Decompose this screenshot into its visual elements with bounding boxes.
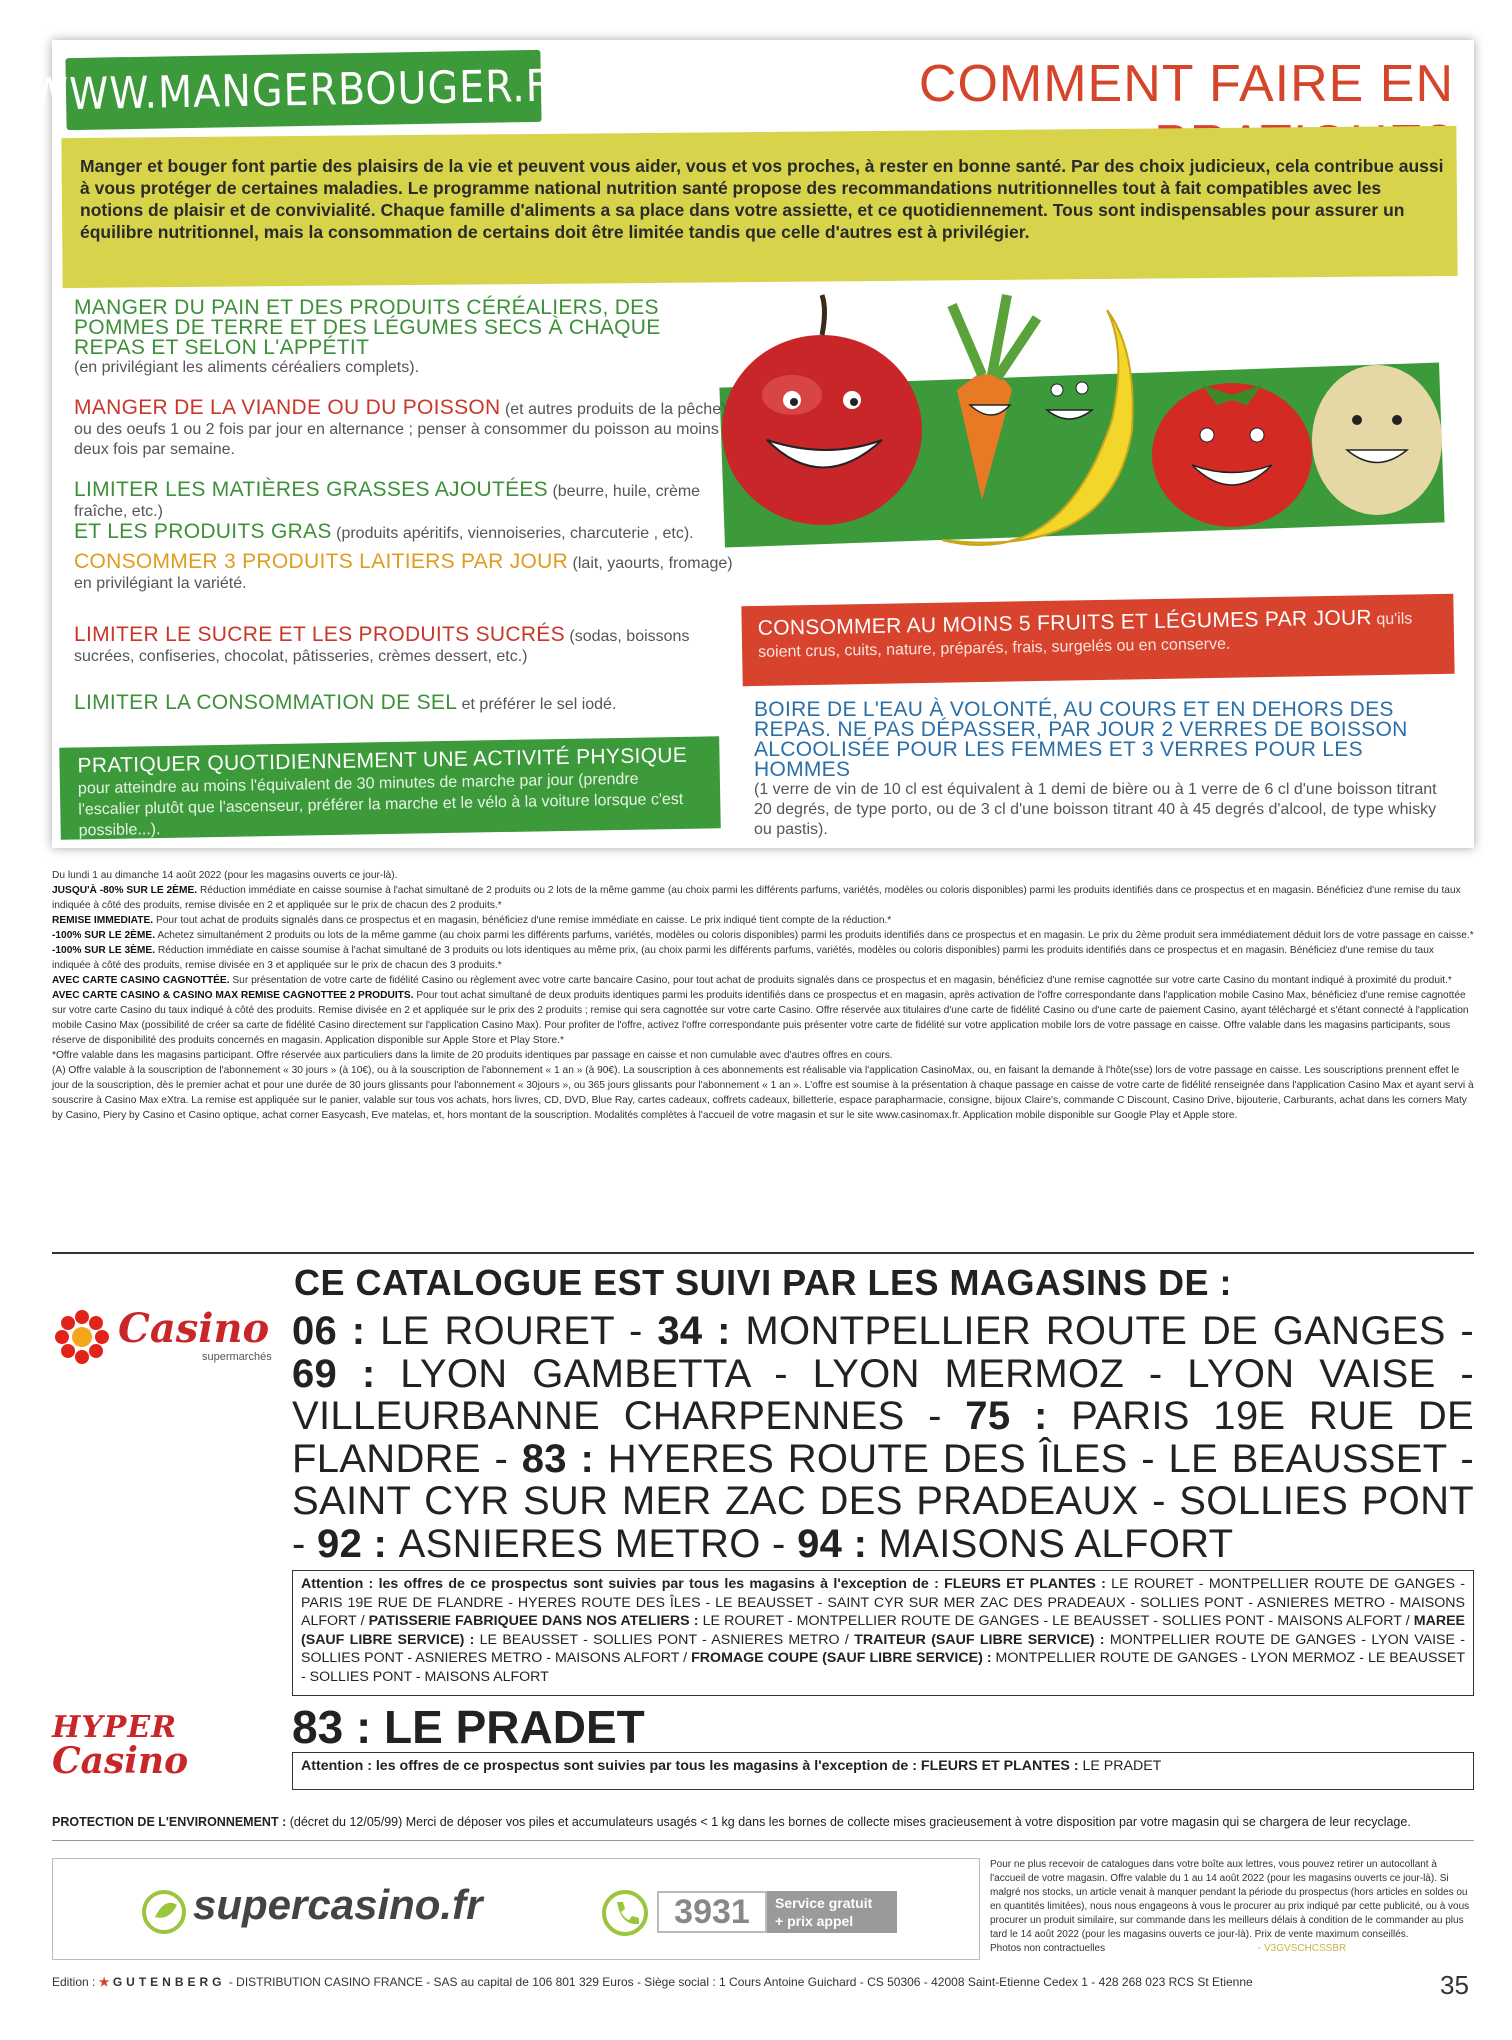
stores-title: CE CATALOGUE EST SUIVI PAR LES MAGASINS DE : bbox=[293, 1262, 1233, 1303]
divider bbox=[52, 1252, 1474, 1254]
tip-meat-fish bbox=[74, 398, 734, 460]
tip-cereals-text: (en privilégiant les aliments céréaliers complets). bbox=[74, 359, 420, 376]
legal-item bbox=[52, 973, 1474, 988]
legal-item-title: REMISE IMMEDIATE. bbox=[52, 915, 154, 926]
tip-fruits-banner bbox=[741, 594, 1454, 686]
legal-item-title: -100% SUR LE 3ÈME. bbox=[52, 945, 156, 956]
legal-dates: Du lundi 1 au dimanche 14 août 2022 (pour les magasins ouverts ce jour-là). bbox=[52, 870, 398, 881]
legal-footnote: *Offre valable dans les magasins participant. Offre réservée aux particuliers dans la limite de 20 produits identiques par passage en caisse et non cumulable avec d'autres offres en cours. bbox=[52, 1050, 893, 1061]
tip-fats-heading: LIMITER LES MATIÈRES GRASSES AJOUTÉES bbox=[74, 478, 548, 501]
attention-text: LE PRADET bbox=[1078, 1758, 1162, 1774]
tip-dairy bbox=[74, 552, 734, 594]
hyper-wordmark: HYPER bbox=[52, 1710, 178, 1745]
legal-item-title: AVEC CARTE CASINO & CASINO MAX REMISE CAGNOTTEE 2 PRODUITS. bbox=[52, 990, 414, 1001]
tip-fats-text: (beurre, huile, crème fraîche, etc.) bbox=[74, 483, 701, 520]
tip-sugar-heading: LIMITER LE SUCRE ET LES PRODUITS SUCRÉS bbox=[74, 623, 565, 646]
store-dept-code: 94 : bbox=[797, 1521, 868, 1566]
casino-supermarches-logo bbox=[52, 1307, 272, 1367]
attention-text: LE BEAUSSET - SOLLIES PONT - ASNIERES METRO / bbox=[474, 1631, 855, 1648]
legal-item-text: Sur présentation de votre carte de fidélité Casino ou règlement avec votre carte bancaire Casino, pour tout achat de produits signalés dans ce prospectus et en magasin, bénéficiez d'une remise cagnottée sur votre carte Casino du montant indiqué à proximité du produit.* bbox=[232, 975, 1452, 986]
legal-conditions bbox=[52, 868, 1474, 1123]
footer-company-text: - DISTRIBUTION CASINO FRANCE - SAS au capital de 106 801 329 Euros - Siège social : 1 Cours Antoine Guichard - CS 50306 - 42008 Saint-Etienne Cedex 1 - 428 268 023 RCS St Etienne bbox=[228, 1975, 1253, 1989]
store-dept-code: 34 : bbox=[657, 1309, 731, 1353]
attention-label: Attention : les offres de ce prospectus sont suivies par tous les magasins à l'exception de : FLEURS ET PLANTES : bbox=[301, 1758, 1079, 1774]
attention-label: MAREE (SAUF LIBRE SERVICE) : bbox=[301, 1613, 1466, 1648]
legal-item-text: Réduction immédiate en caisse soumise à l'achat simultané de 3 produits ou lots identiques au même prix, (au choix parmi les différents parfums, variétés, modèles ou coloris disponibles) parmi les produits identifiés dans ce prospectus et en magasin. Bénéficiez d'une remise du taux indiquée à côté des produits, remise divisée en 3 et appliquée sur le prix de chacun des 3 produits.* bbox=[52, 945, 1434, 971]
environment-text: (décret du 12/05/99) Merci de déposer vos piles et accumulateurs usagés < 1 kg dans les bornes de collecte mises gracieusement à votre disposition par votre magasin qui se chargera de leur recyclage. bbox=[289, 1815, 1411, 1829]
phone-tariff-line1: Service gratuit bbox=[775, 1895, 873, 1911]
legal-footnote: (A) Offre valable à la souscription de l'abonnement « 30 jours » (à 10€), ou à la souscription de l'abonnement « 1 an » (à 90€). La souscription à ces abonnements est réalisable via l'application CasinoMax, ou, en faisant la demande à l'hôte(sse) lors de votre passage en caisse. Les souscriptions prennent effet le jour de la souscription, dès le premier achat et pour une durée de 30 jours glissants pour l'abonnement « 30jours », ou 365 jours glissants pour l'abonnement « 1 an ». L'offre est soumise à la présentation à chaque passage en caisse de votre carte de fidélité renseignée dans l'application Casino Max et ayant servi à souscrire à Casino Max eXtra. La remise est appliquée sur le panier, valable sur tous vos achats, hors livres, CD, DVD, Blue Ray, cartes cadeaux, coffrets cadeaux, billetterie, espace parapharmacie, consigne, bijoux Claire's, commande C Discount, Casino Drive, bijouterie, Carburants, achat dans les corners Maty by Casino, Piery by Casino et Casino optique, achat corner Easycash, Eve matelas, et, hors montant de la souscription. Modalités complètes à l'accueil de votre magasin et sur le site www.casinomax.fr. Application mobile disponible sur Google Play et Apple store. bbox=[52, 1065, 1474, 1121]
legal-item-title: AVEC CARTE CASINO CAGNOTTÉE. bbox=[52, 975, 230, 986]
tip-fruits-text: qu'ils soient crus, cuits, nature, préparés, frais, surgelés ou en conserve. bbox=[758, 610, 1413, 661]
store-names: LYON GAMBETTA - LYON MERMOZ - LYON VAISE - VILLEURBANNE CHARPENNES - bbox=[292, 1351, 1474, 1438]
supercasino-leaf-icon bbox=[141, 1889, 187, 1935]
hyper-store-pradet: 83 : LE PRADET bbox=[292, 1701, 645, 1753]
hyper-casino-logo bbox=[52, 1710, 222, 1790]
legal-item bbox=[52, 928, 1474, 943]
photos-note: Photos non contractuelles bbox=[990, 1943, 1106, 1954]
environment-label: PROTECTION DE L'ENVIRONNEMENT : bbox=[52, 1815, 287, 1829]
tip-fruits-heading: CONSOMMER AU MOINS 5 FRUITS ET LÉGUMES PAR JOUR bbox=[757, 606, 1373, 640]
tip-water-heading: BOIRE DE L'EAU À VOLONTÉ, AU COURS ET EN DEHORS DES REPAS. NE PAS DÉPASSER, PAR JOUR 2 VERRES DE BOISSON ALCOOLISÉE POUR LES FEMMES ET 3 VERRES POUR LES HOMMES bbox=[754, 698, 1408, 781]
tip-salt-heading: LIMITER LA CONSOMMATION DE SEL bbox=[74, 691, 458, 714]
tip-fats bbox=[74, 480, 734, 544]
tip-meat-text: (et autres produits de la pêche) ou des oeufs 1 ou 2 fois par jour en alternance ; penser à consommer du poisson au moins deux fois par semaine. bbox=[74, 401, 727, 458]
store-dept-code: 92 : bbox=[317, 1521, 388, 1566]
store-dept-code: 75 : bbox=[965, 1394, 1048, 1438]
environment-notice bbox=[52, 1815, 1474, 1829]
store-dept-code: 06 : bbox=[292, 1309, 366, 1353]
footer-publisher: GUTENBERG bbox=[112, 1975, 226, 1989]
legal-item bbox=[52, 883, 1474, 913]
tip-sugar bbox=[74, 625, 734, 667]
page-number: 35 bbox=[1440, 1970, 1469, 2000]
attention-label: TRAITEUR (SAUF LIBRE SERVICE) : bbox=[854, 1631, 1105, 1648]
phone-tariff bbox=[767, 1891, 897, 1933]
potato-icon bbox=[1312, 365, 1442, 515]
contact-box bbox=[52, 1858, 980, 1960]
tip-activity-heading: PRATIQUER QUOTIDIENNEMENT UNE ACTIVITÉ PHYSIQUE bbox=[77, 743, 688, 778]
legal-item-text: Achetez simultanément 2 produits ou lots de la même gamme (au choix parmi les différents parfums, variétés, modèles ou coloris disponibles) parmi les produits identifiés dans ce prospectus et en magasin. Le prix du 2ème produit sera immédiatement déduit lors de votre passage en caisse.* bbox=[157, 930, 1474, 941]
catalogue-notice bbox=[990, 1858, 1474, 1956]
casino-flower-icon bbox=[52, 1307, 112, 1367]
attention-label: PATISSERIE FABRIQUEE DANS NOS ATELIERS : bbox=[368, 1613, 699, 1629]
hyper-casino-wordmark: Casino bbox=[52, 1740, 189, 1782]
attention-exceptions-casino bbox=[292, 1570, 1474, 1696]
catalogue-code: - V3GVSCHCSSBR bbox=[1257, 1943, 1347, 1954]
store-names: HYERES ROUTE DES ÎLES - LE BEAUSSET - SAINT CYR SUR MER ZAC DES PRADEAUX - SOLLIES PONT - bbox=[292, 1436, 1474, 1566]
nutrition-panel bbox=[28, 40, 1474, 848]
tip-cereals bbox=[74, 298, 734, 378]
tip-activity-text: pour atteindre au moins l'équivalent de 30 minutes de marche par jour (prendre l'escalier plutôt que l'ascenseur, préférer la marche et le vélo à la voiture lorsque c'est possible...). bbox=[77, 770, 684, 840]
tip-activity-banner bbox=[59, 736, 721, 840]
panel-title: COMMENT FAIRE EN bbox=[918, 55, 1454, 113]
phone-service[interactable] bbox=[601, 1889, 923, 1937]
tip-water bbox=[754, 700, 1454, 840]
legal-item bbox=[52, 913, 1474, 928]
tip-salt-text: et préférer le sel iodé. bbox=[461, 696, 617, 713]
footer bbox=[52, 1975, 1474, 1989]
fruits-vegetables-illustration bbox=[712, 290, 1457, 570]
legal-item-text: Réduction immédiate en caisse soumise à l'achat simultané de 2 produits ou 2 lots de la même gamme (au choix parmi les différents parfums, variétés, modèles ou coloris disponibles) parmi les produits identifiés dans ce prospectus et en magasin. Bénéficiez d'une remise du taux indiquée à côté des produits, remise divisée en 2 et appliquée sur le prix de chacun des 2 produits.* bbox=[52, 885, 1461, 911]
store-names: MONTPELLIER ROUTE DE GANGES - bbox=[745, 1309, 1475, 1353]
store-names: LE ROURET - bbox=[380, 1309, 643, 1353]
tip-water-text: (1 verre de vin de 10 cl est équivalent à 1 demi de bière ou à 1 verre de 6 cl d'une boisson titrant 20 degrés, de type porto, ou de 3 cl d'une boisson titrant 40 à 45 degrés d'alcool, de type whisky ou pastis). bbox=[754, 781, 1437, 838]
tip-cereals-heading: MANGER DU PAIN ET DES PRODUITS CÉRÉALIERS, DES POMMES DE TERRE ET DES LÉGUMES SECS À CHAQUE REPAS ET SELON L'APPÉTIT bbox=[74, 296, 661, 359]
tomato-icon bbox=[1152, 383, 1312, 527]
legal-item-title: -100% SUR LE 2ÈME. bbox=[52, 930, 156, 941]
tip-salt bbox=[74, 693, 734, 715]
attention-label: FROMAGE COUPE (SAUF LIBRE SERVICE) : bbox=[691, 1650, 992, 1666]
legal-item-text: Pour tout achat simultané de deux produits identiques parmi les produits identifiés dans ce prospectus et en magasin, après activation de l'offre correspondante dans l'application mobile Casino Max, bénéficiez d'une remise cagnottée sur votre carte Casino du taux indiqué à côté des produits. Remise divisée en 2 et appliquée sur le prix des 2 produits ; remise qui sera cagnottée sur votre carte Casino. Offre réservée aux titulaires d'une carte de fidélité Casino ou d'une carte de paiement Casino, ayant téléchargé et s'étant connecté à l'application mobile Casino Max (possibilité de créer sa carte de fidélité Casino directement sur l'application Casino Max). Pour profiter de l'offre, activez l'offre correspondante puis présenter votre carte de fidélité sur votre application mobile lors de votre passage en caisse. Offre valable dans les magasins participants, sous réserve de disponibilité des produits concernés en magasin. Application disponible sur Apple Store et Play Store.* bbox=[52, 990, 1469, 1046]
phone-icon bbox=[601, 1889, 649, 1937]
store-dept-code: 69 : bbox=[292, 1351, 376, 1396]
attention-exceptions-hyper bbox=[292, 1752, 1474, 1790]
phone-number: 3931 bbox=[657, 1891, 767, 1933]
store-dept-code: 83 : bbox=[521, 1436, 595, 1481]
attention-text: LE ROURET - MONTPELLIER ROUTE DE GANGES - PARIS 19E RUE DE FLANDRE - HYERES ROUTE DES ÎLES - LE BEAUSSET - SAINT CYR SUR MER ZAC DES PRADEAUX - SOLLIES PONT - ASNIERES METRO - MAISONS ALFORT / bbox=[301, 1576, 1465, 1629]
store-names: ASNIERES METRO - bbox=[398, 1521, 786, 1566]
tip-fats-heading-2: ET LES PRODUITS GRAS bbox=[74, 520, 332, 543]
intro-text: Manger et bouger font partie des plaisirs de la vie et peuvent vous aider, vous et vos proches, à rester en bonne santé. Par des choix judicieux, cela contribue aussi à vous protéger de certaines maladies. Le programme national nutrition santé propose des recommandations nutritionnelles tout à fait compatibles avec les notions de plaisir et de convivialité. Chaque famille d'aliments a sa place dans votre assiette, et ce quotidiennement. Tous sont indispensables pour assurer un équilibre nutritionnel, mais la consommation de certains doit être limitée tandis que celle d'autres est à privilégier. bbox=[80, 156, 1444, 242]
footer-edition-label: Edition : bbox=[52, 1975, 96, 1989]
legal-item-title: JUSQU'À -80% SUR LE 2ÈME. bbox=[52, 885, 198, 896]
attention-text: LE ROURET - MONTPELLIER ROUTE DE GANGES - LE BEAUSSET - SOLLIES PONT - MAISONS ALFORT / bbox=[698, 1613, 1414, 1629]
tip-meat-heading: MANGER DE LA VIANDE OU DU POISSON bbox=[74, 396, 501, 419]
legal-item bbox=[52, 943, 1474, 973]
gutenberg-logo-icon: ★ bbox=[98, 1975, 110, 1989]
attention-text: MONTPELLIER ROUTE DE GANGES - LYON MERMOZ - LE BEAUSSET - SOLLIES PONT - MAISONS ALFORT bbox=[301, 1650, 1466, 1685]
attention-text: MONTPELLIER ROUTE DE GANGES - LYON VAISE - SOLLIES PONT - ASNIERES METRO - MAISONS ALFORT / bbox=[301, 1631, 1466, 1666]
casino-wordmark: Casino bbox=[118, 1305, 270, 1352]
legal-item bbox=[52, 988, 1474, 1048]
store-names: PARIS 19E RUE DE FLANDRE - bbox=[292, 1394, 1474, 1481]
notice-text: Pour ne plus recevoir de catalogues dans votre boîte aux lettres, vous pouvez retirer un autocollant à l'accueil de votre magasin. Offre valable du 1 au 14 août 2022 (pour les magasins ouverts ce jour-là). Si malgré nos stocks, un article venait à manquer pendant la période du prospectus (hors articles en soldes ou en quantités limitées), nous nous engageons à vous le procurer au prix indiqué par cette publicité, ou à vous procurer un produit similaire, sur commande dans les meilleurs délais à condition de le commander au plus tard le 14 août 2022 (pour les magasins ouverts ce jour-là). Prix de vente maximum conseillés. bbox=[990, 1859, 1470, 1940]
store-names: MAISONS ALFORT bbox=[878, 1521, 1234, 1566]
attention-label: Attention : les offres de ce prospectus sont suivies par tous les magasins à l'exception de : FLEURS ET PLANTES : bbox=[301, 1576, 1106, 1592]
tip-fats-text-2: (produits apéritifs, viennoiseries, charcuterie , etc). bbox=[336, 525, 694, 542]
tip-sugar-text: (sodas, boissons sucrées, confiseries, chocolat, pâtisseries, crèmes dessert, etc.) bbox=[74, 628, 690, 665]
legal-item-text: Pour tout achat de produits signalés dans ce prospectus et en magasin, bénéficiez d'une remise immédiate en caisse. Le prix indiqué tient compte de la réduction.* bbox=[155, 915, 892, 926]
apple-icon bbox=[722, 295, 922, 525]
mangerbouger-url-banner[interactable]: WWW.MANGERBOUGER.FR bbox=[65, 50, 541, 130]
phone-tariff-line2: + prix appel bbox=[775, 1913, 854, 1929]
divider bbox=[52, 1840, 1474, 1841]
casino-subtitle: supermarchés bbox=[202, 1351, 272, 1363]
supercasino-link[interactable]: supercasino.fr bbox=[193, 1881, 483, 1928]
stores-list bbox=[292, 1310, 1474, 1565]
tip-dairy-heading: CONSOMMER 3 PRODUITS LAITIERS PAR JOUR bbox=[74, 550, 569, 573]
tip-dairy-text: (lait, yaourts, fromage) en privilégiant la variété. bbox=[74, 555, 733, 592]
